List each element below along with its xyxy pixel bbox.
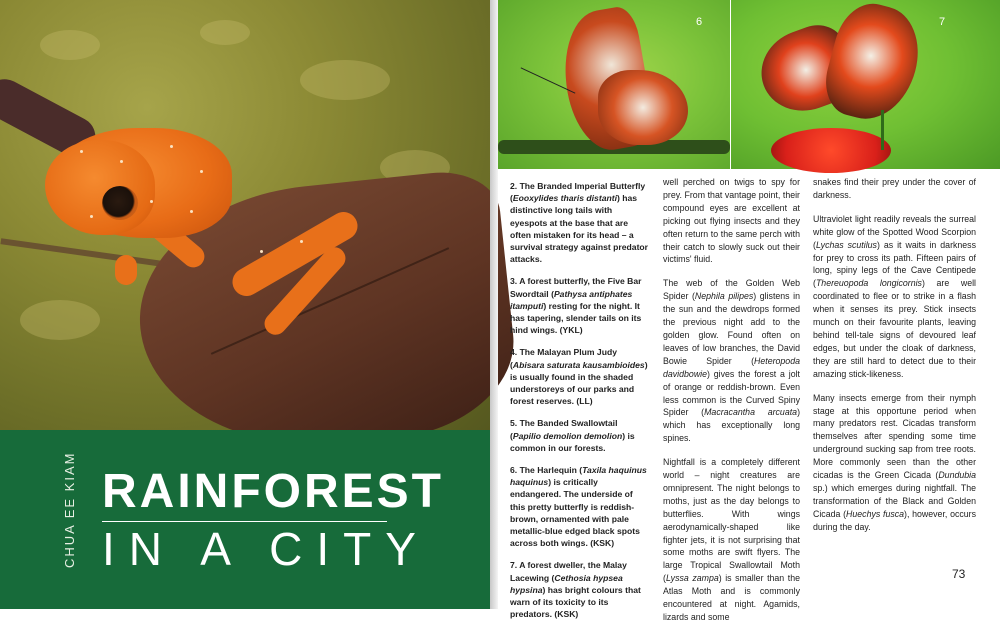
paragraph: Nightfall is a completely different world – night creatures are omnipresent. The night belongs to moths, just as the day belongs to butterflies. With wings aerodynamically-shaped like fighter jets, it is not surprising that some moths are swift flyers. The large Tropical Swallowtail Moth (Lyssa zampa) is smaller than the Atlas Moth and is commonly encountered at night. Agamids, lizards and some	[663, 457, 800, 622]
photo-harlequin-butterfly	[498, 0, 730, 169]
caption-4: 4. The Malayan Plum Judy (Abisara saturata kausambioides) is usually found in the shaded understoreys of our parks and forest reserves. (LL)	[510, 347, 648, 407]
photo-lacewing-butterfly	[731, 0, 1000, 169]
paragraph: snakes find their prey under the cover of darkness.	[813, 177, 976, 200]
page-number: 73	[952, 567, 966, 581]
title-line-1: RAINFOREST	[102, 465, 444, 518]
photo-number-7: 7	[939, 16, 946, 28]
photo-number-6: 6	[696, 16, 703, 28]
paragraph: well perched on twigs to spy for prey. From that vantage point, their compound eyes are excellent at picking out flying insects and they often return to the same perch with their catch to slowly suck out their victims' fluid.	[663, 177, 800, 265]
left-page	[0, 0, 490, 609]
caption-7: 7. A forest dweller, the Malay Lacewing (Cethosia hypsea hypsina) has bright colours that warn of its toxicity to its predators. (KSK)	[510, 560, 641, 620]
frog-head	[45, 140, 155, 235]
paragraph: Ultraviolet light readily reveals the surreal white glow of the Spotted Wood Scorpion (Lychas scutilus) as it waits in darkness for prey to cross its path. Fifteen pairs of long, spiny legs of the Cave Centipede (Thereuopoda longicornis) are well coordinated to flee or to strike in a flash when it senses its prey. Stick insects munch on their favourite plants, leaving behind tell-tale signs of devoured leaf edges, but under the cloak of darkness, they are still hard to detect due to their amazing stick-likeness.	[813, 213, 976, 379]
page-gutter	[490, 0, 498, 609]
caption-6: 6. The Harlequin (Taxila haquinus haquinus) is critically endangered. The underside of this pretty butterfly is reddish-brown, ornamented with pale metallic-blue edged black spots across both wings. (KSK)	[510, 465, 647, 549]
title-line-2: IN A CITY	[102, 523, 430, 575]
paragraph: The web of the Golden Web Spider (Nephila pilipes) glistens in the sun and the dewdrops formed the previous night add to the golden glow. Found often on leaves of low branches, the David Bowie Spider (Heteropoda davidbowie) gives the forest a jolt of orange or reddish-brown. Even less common is the Curved Spiny Spider (Macracantha arcuata) which has exceptionally long spines.	[663, 278, 800, 444]
frog-eye	[102, 186, 138, 220]
body-column-2	[663, 176, 800, 635]
caption-5: 5. The Banded Swallowtail (Papilio demolion demolion) is common in our forests.	[510, 418, 635, 453]
author-byline: CHUA EE KIAM	[62, 451, 77, 568]
frog-photo	[0, 0, 490, 430]
caption-2: 2. The Branded Imperial Butterfly (Eooxylides tharis distanti) has distinctive long tails with eyespots at the base that are often mistaken for its head – a survival strategy against predator attacks.	[510, 181, 649, 265]
body-column-3	[813, 176, 976, 545]
caption-3: 3. A forest butterfly, the Five Bar Swordtail (Pathysa antiphates itamputi) resting for the night. It has tapering, slender tails on its hind wings. (YKL)	[510, 276, 642, 336]
caption-column	[510, 180, 650, 631]
paragraph: Many insects emerge from their nymph stage at this opportune period when many predators rest. Cicadas transform themselves after spending some time underground sucking sap from tree roots. More commonly seen than the other cicadas is the Green Cicada (Dundubia sp.) which emerges during nightfall. The transformation of the Black and Golden Cicada (Huechys fusca), however, occurs during the day.	[813, 392, 976, 532]
title-divider	[102, 521, 387, 522]
